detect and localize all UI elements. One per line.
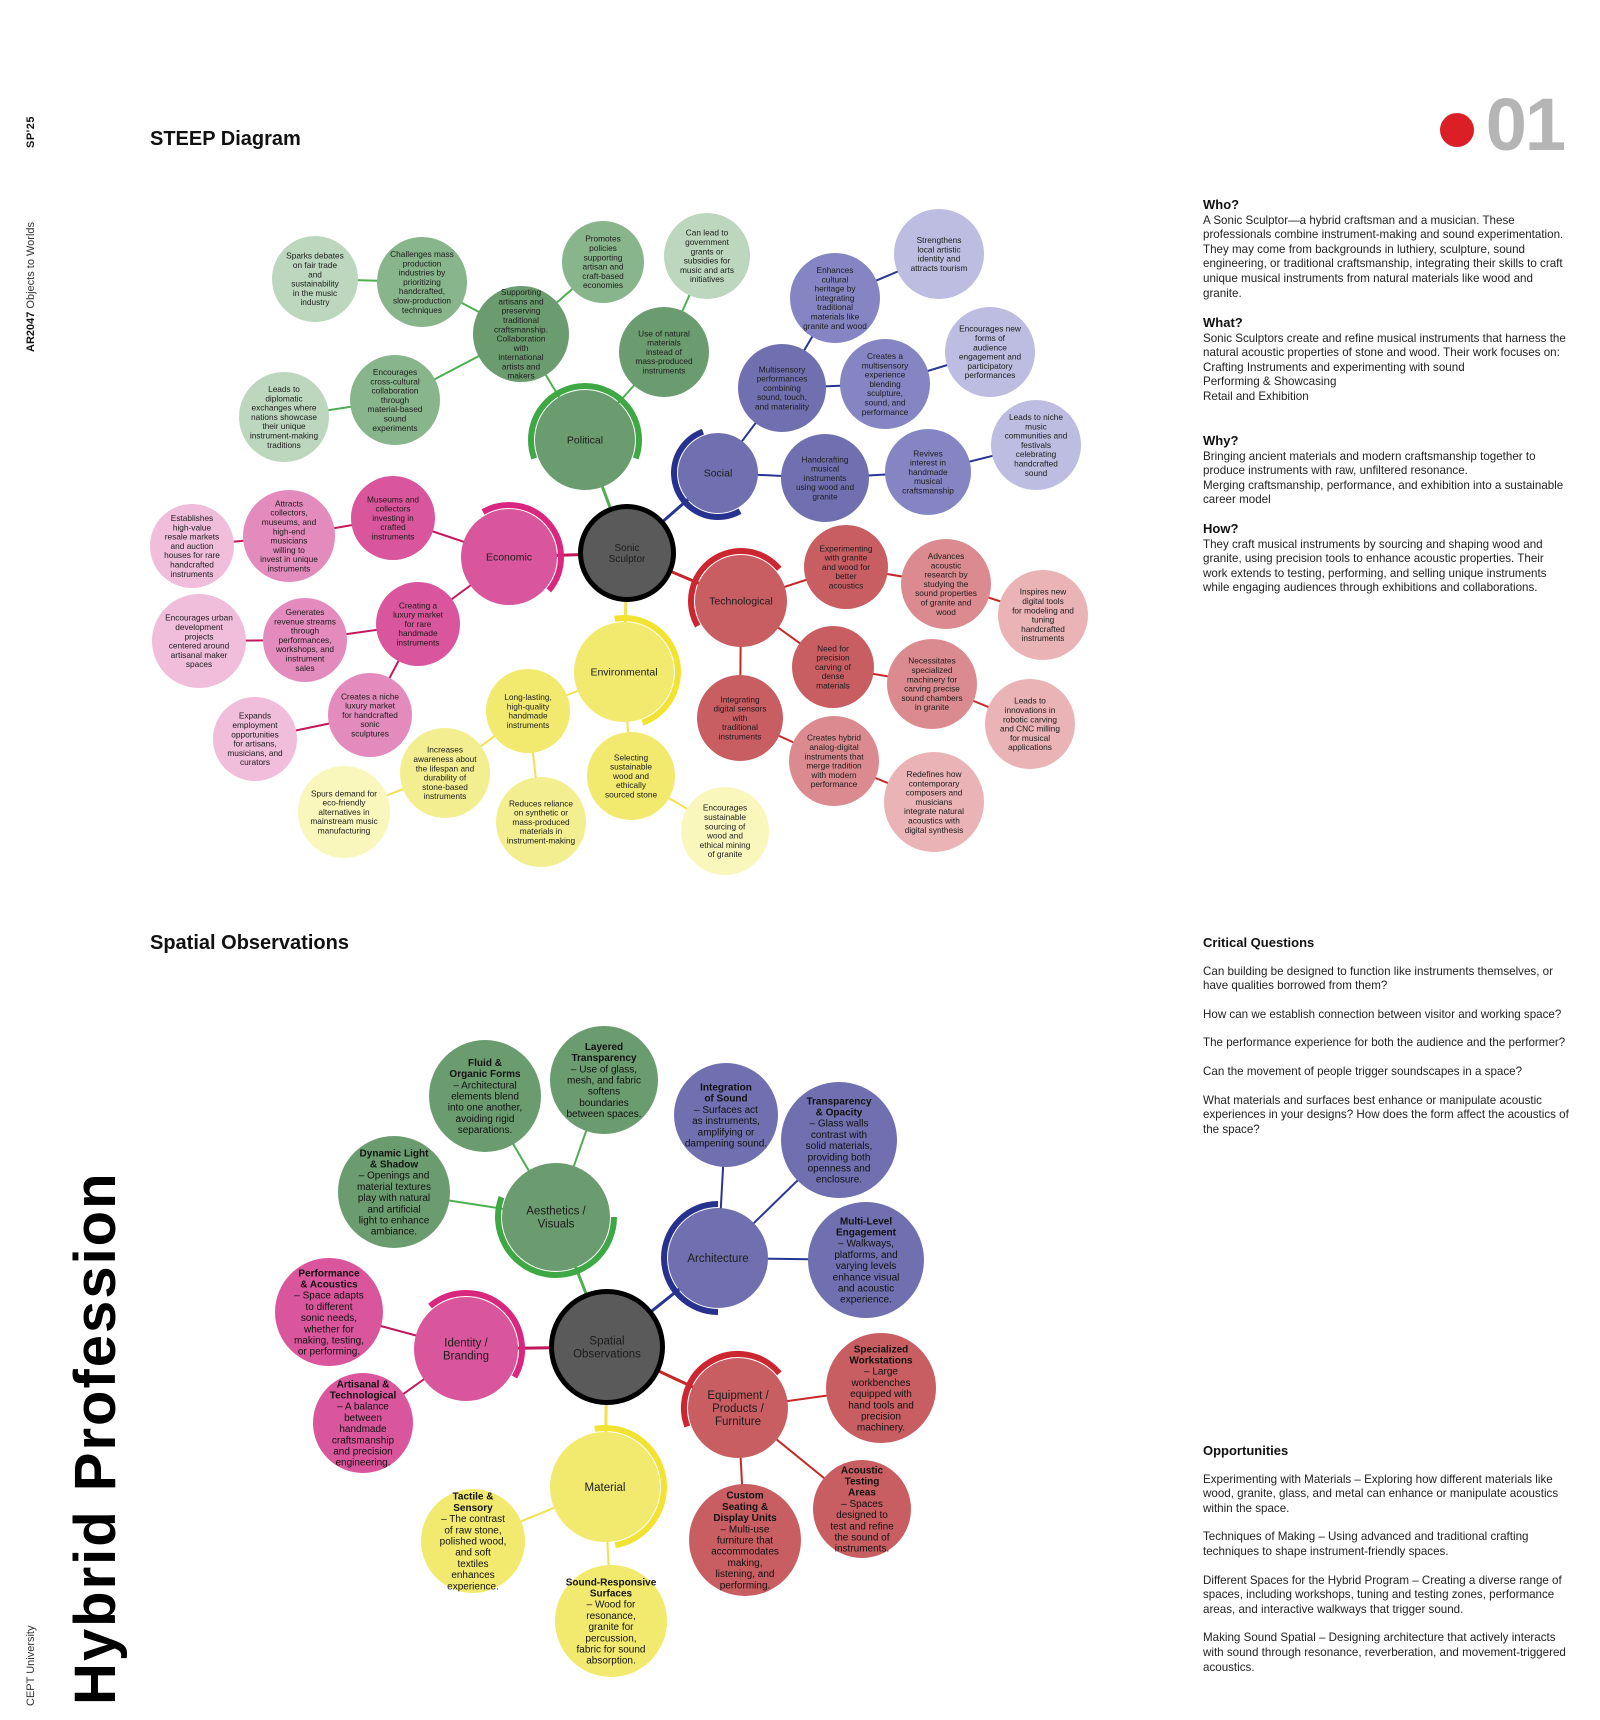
opportunities-section — [1203, 1444, 1571, 1689]
spatial-leaf-label: Performance & Acoustics – Space adapts to different sonic needs, whether for making, testing, or performing. — [293, 1268, 365, 1358]
semester-tag: SP'25 — [25, 115, 37, 148]
leaf-label: Promotes policies supporting artisan and craft-based economies — [582, 233, 624, 291]
leaf-label: Generates revenue streams through performances, workshops, and instrument sales — [274, 607, 336, 673]
steep-category-environmental-label: Environmental — [590, 666, 658, 679]
leaf-label: Revives interest in handmade musical craftsmanship — [902, 448, 954, 496]
spatial-category-equipment-label: Equipment / Products / Furniture — [707, 1390, 769, 1428]
steep-category-political-label: Political — [566, 434, 604, 447]
leaf-label: Need for precision carving of dense materials — [815, 643, 851, 691]
steep-category-technological-label: Technological — [709, 595, 773, 608]
what-heading: What? — [1203, 315, 1243, 330]
spatial-observations-title: Spatial Observations — [150, 932, 349, 954]
leaf-label: Encourages urban development projects centered around artisanal maker spaces — [165, 612, 233, 670]
how-text: They craft musical instruments by sourcing and shaping wood and granite, using precision tools to enhance acoustic properties. Their work extends to testing, performing, and selling unique instruments while engaging audiences through exhibitions and collaborations. — [1203, 537, 1547, 595]
critical-questions-heading: Critical Questions — [1203, 935, 1315, 950]
opportunity-item: Experimenting with Materials – Exploring how different materials like wood, granite, glass, and metal can enhance or manipulate acoustics within the space. — [1203, 1472, 1559, 1515]
spatial-leaf-label: Artisanal & Technological – A balance between handmade craftsmanship and precision engineering. — [329, 1379, 397, 1469]
who-heading: Who? — [1203, 197, 1240, 212]
spatial-center-node-label: Spatial Observations — [573, 1335, 641, 1361]
why-section — [1203, 434, 1571, 508]
steep-diagram-title: STEEP Diagram — [150, 128, 301, 150]
university-label: CEPT University — [25, 1625, 37, 1706]
steep-category-economic-label: Economic — [485, 551, 533, 564]
how-heading: How? — [1203, 521, 1239, 536]
critical-question: Can the movement of people trigger soundscapes in a space? — [1203, 1064, 1523, 1078]
how-section — [1203, 522, 1571, 596]
opportunity-item: Different Spaces for the Hybrid Program – Creating a diverse range of spaces, including workshops, tuning and testing zones, performance areas, and interactive walkways that trigger sound. — [1203, 1573, 1562, 1616]
why-line: Bringing ancient materials and modern craftsmanship together to produce instruments with raw, unfiltered resonance. — [1203, 449, 1536, 478]
leaf-label: Leads to niche music communities and festivals celebrating handcrafted sound — [1004, 412, 1068, 478]
what-section — [1203, 316, 1571, 405]
leaf-label: Sparks debates on fair trade and sustainability in the music industry — [286, 250, 344, 308]
leaf-label: Encourages cross-cultural collaboration through material-based sound experiments — [367, 367, 423, 433]
spatial-leaf-label: Custom Seating & Display Units – Multi-use furniture that accommodates making, listening, and performing. — [711, 1490, 779, 1592]
leaf-label: Necessitates specialized machinery for carving precise sound chambers in granite — [901, 655, 963, 713]
leaf-label: Use of natural materials instead of mass-produced instruments — [635, 328, 693, 376]
spatial-leaf-label: Tactile & Sensory – The contrast of raw stone, polished wood, and soft textiles enhances experience. — [439, 1491, 507, 1593]
leaf-label: Museums and collectors investing in crafted instruments — [366, 494, 420, 542]
leaf-label: Spurs demand for eco-friendly alternatives in mainstream music manufacturing — [310, 788, 378, 836]
spatial-category-aesthetics-label: Aesthetics / Visuals — [526, 1205, 586, 1231]
page-main-title: Hybrid Profession — [63, 1171, 128, 1705]
critical-questions-section — [1203, 936, 1571, 1151]
spatial-leaf-label: Acoustic Testing Areas – Spaces designed to test and refine the sound of instruments. — [830, 1465, 894, 1555]
leaf-label: Supporting artisans and preserving traditional craftsmanship. Collaboration with international artists and makers — [494, 287, 548, 381]
leaf-label: Reduces reliance on synthetic or mass-produced materials in instrument-making — [506, 798, 576, 846]
spatial-leaf-label: Dynamic Light & Shadow – Openings and material textures play with natural and artificial light to enhance ambiance. — [357, 1148, 431, 1238]
course-name: Objects to Worlds — [25, 221, 37, 309]
who-text: A Sonic Sculptor—a hybrid craftsman and a musician. These professionals combine instrument-making and sound experimentation. They may come from backgrounds in luthiery, sculpture, sound engineering, or traditional craftsmanship, integrating their skills to craft unique musical instruments from natural materials like wood and granite. — [1203, 213, 1564, 300]
leaf-label: Creating a luxury market for rare handmade instruments — [393, 600, 443, 648]
what-text: Sonic Sculptors create and refine musical instruments that harness the natural acoustic properties of stone and wood. Their work focuses on: — [1203, 331, 1566, 360]
leaf-label: Enhances cultural heritage by integrating traditional materials like granite and wood — [803, 265, 867, 331]
spatial-category-architecture-label: Architecture — [687, 1253, 749, 1266]
leaf-label: Challenges mass production industries by prioritizing handcrafted, slow-production techniques — [390, 249, 454, 315]
leaf-label: Inspires new digital tools for modeling and tuning handcrafted instruments — [1012, 586, 1074, 644]
what-item: Retail and Exhibition — [1203, 389, 1309, 403]
leaf-label: Long-lasting, high-quality handmade instruments — [504, 691, 552, 730]
page-number-text: 01 — [1485, 82, 1564, 166]
spatial-leaf-label: Integration of Sound – Surfaces act as instruments, amplifying or dampening sound. — [684, 1082, 768, 1150]
opportunities-heading: Opportunities — [1203, 1443, 1289, 1458]
spatial-leaf-label: Fluid & Organic Forms – Architectural elements blend into one another, avoiding rigid separations. — [447, 1057, 523, 1137]
critical-question: The performance experience for both the audience and the performer? — [1203, 1036, 1566, 1050]
leaf-label: Increases awareness about the lifespan and durability of stone-based instruments — [413, 744, 477, 802]
leaf-label: Expands employment opportunities for artisans, musicians, and curators — [227, 710, 283, 768]
critical-question: How can we establish connection between visitor and working space? — [1203, 1007, 1562, 1021]
spatial-leaf-label: Multi-Level Engagement – Walkways, platforms, and varying levels enhance visual and acoustic experience. — [832, 1216, 900, 1306]
critical-question: Can building be designed to function like instruments themselves, or have qualities borrowed from them? — [1203, 964, 1553, 993]
spatial-leaf-label: Specialized Workstations – Large workbenches equipped with hand tools and precision machinery. — [848, 1344, 914, 1434]
leaf-label: Leads to diplomatic exchanges where nations showcase their unique instrument-making traditions — [249, 384, 319, 450]
leaf-label: Handcrafting musical instruments using wood and granite — [795, 454, 855, 502]
leaf-label: Experimenting with granite and wood for better acoustics — [819, 543, 873, 591]
leaf-label: Strengthens local artistic identity and attracts tourism — [910, 234, 968, 273]
leaf-label: Advances acoustic research by studying the sound properties of granite and wood — [915, 551, 977, 617]
spatial-leaf-label: Layered Transparency – Use of glass, mesh, and fabric softens boundaries between spaces. — [566, 1041, 642, 1121]
why-line: Merging craftsmanship, performance, and exhibition into a sustainable career model — [1203, 478, 1564, 507]
leaf-label: Multisensory performances combining sound, touch, and materiality — [755, 364, 809, 412]
leaf-label: Creates hybrid analog-digital instruments that merge tradition with modern performance — [804, 732, 864, 790]
spatial-leaf-label: Transparency & Opacity – Glass walls contrast with solid materials, providing both openness and enclosure. — [805, 1096, 873, 1186]
spatial-category-material-label: Material — [584, 1482, 626, 1495]
spatial-category-identity-label: Identity / Branding — [442, 1337, 490, 1363]
what-item: Performing & Showcasing — [1203, 375, 1337, 389]
leaf-label: Redefines how contemporary composers and musicians integrate natural acoustics with digital synthesis — [904, 769, 964, 835]
leaf-label: Creates a niche luxury market for handcrafted sonic sculptures — [340, 691, 400, 739]
leaf-label: Can lead to government grants or subsidies for music and arts initiatives — [680, 227, 734, 285]
who-section — [1203, 198, 1571, 301]
leaf-label: Establishes high-value resale markets and auction houses for rare handcrafted instruments — [164, 513, 220, 579]
leaf-label: Selecting sustainable wood and ethically sourced stone — [604, 752, 658, 800]
steep-center-node-label: Sonic Sculptor — [608, 542, 646, 566]
critical-question: What materials and surfaces best enhance or manipulate acoustic experiences in your designs? How does the form affect the acoustics of the space? — [1203, 1093, 1569, 1136]
leaf-label: Leads to innovations in robotic carving and CNC milling for musical applications — [1000, 695, 1060, 753]
leaf-label: Encourages new forms of audience engagement and participatory performances — [958, 323, 1022, 381]
why-heading: Why? — [1203, 433, 1239, 448]
leaf-label: Creates a multisensory experience blending sculpture, sound, and performance — [861, 351, 909, 417]
leaf-label: Encourages sustainable sourcing of wood and ethical mining of granite — [699, 802, 751, 860]
spatial-leaf-label: Sound-Responsive Surfaces – Wood for resonance, granite for percussion, fabric for sound absorption. — [565, 1577, 657, 1667]
leaf-label: Integrating digital sensors with traditional instruments — [713, 694, 767, 742]
opportunity-item: Techniques of Making – Using advanced and traditional crafting techniques to shape instrument-friendly spaces. — [1203, 1530, 1529, 1558]
leaf-label: Attracts collectors, museums, and high-end musicians willing to invest in unique instruments — [260, 498, 318, 574]
what-item: Crafting Instruments and experimenting with sound — [1203, 360, 1465, 374]
steep-category-social-label: Social — [703, 467, 733, 480]
opportunity-item: Making Sound Spatial – Designing architecture that actively interacts with sound through resonance, reverberation, and movement-triggered acoustics. — [1203, 1631, 1566, 1674]
course-code: AR2047 — [25, 311, 37, 352]
